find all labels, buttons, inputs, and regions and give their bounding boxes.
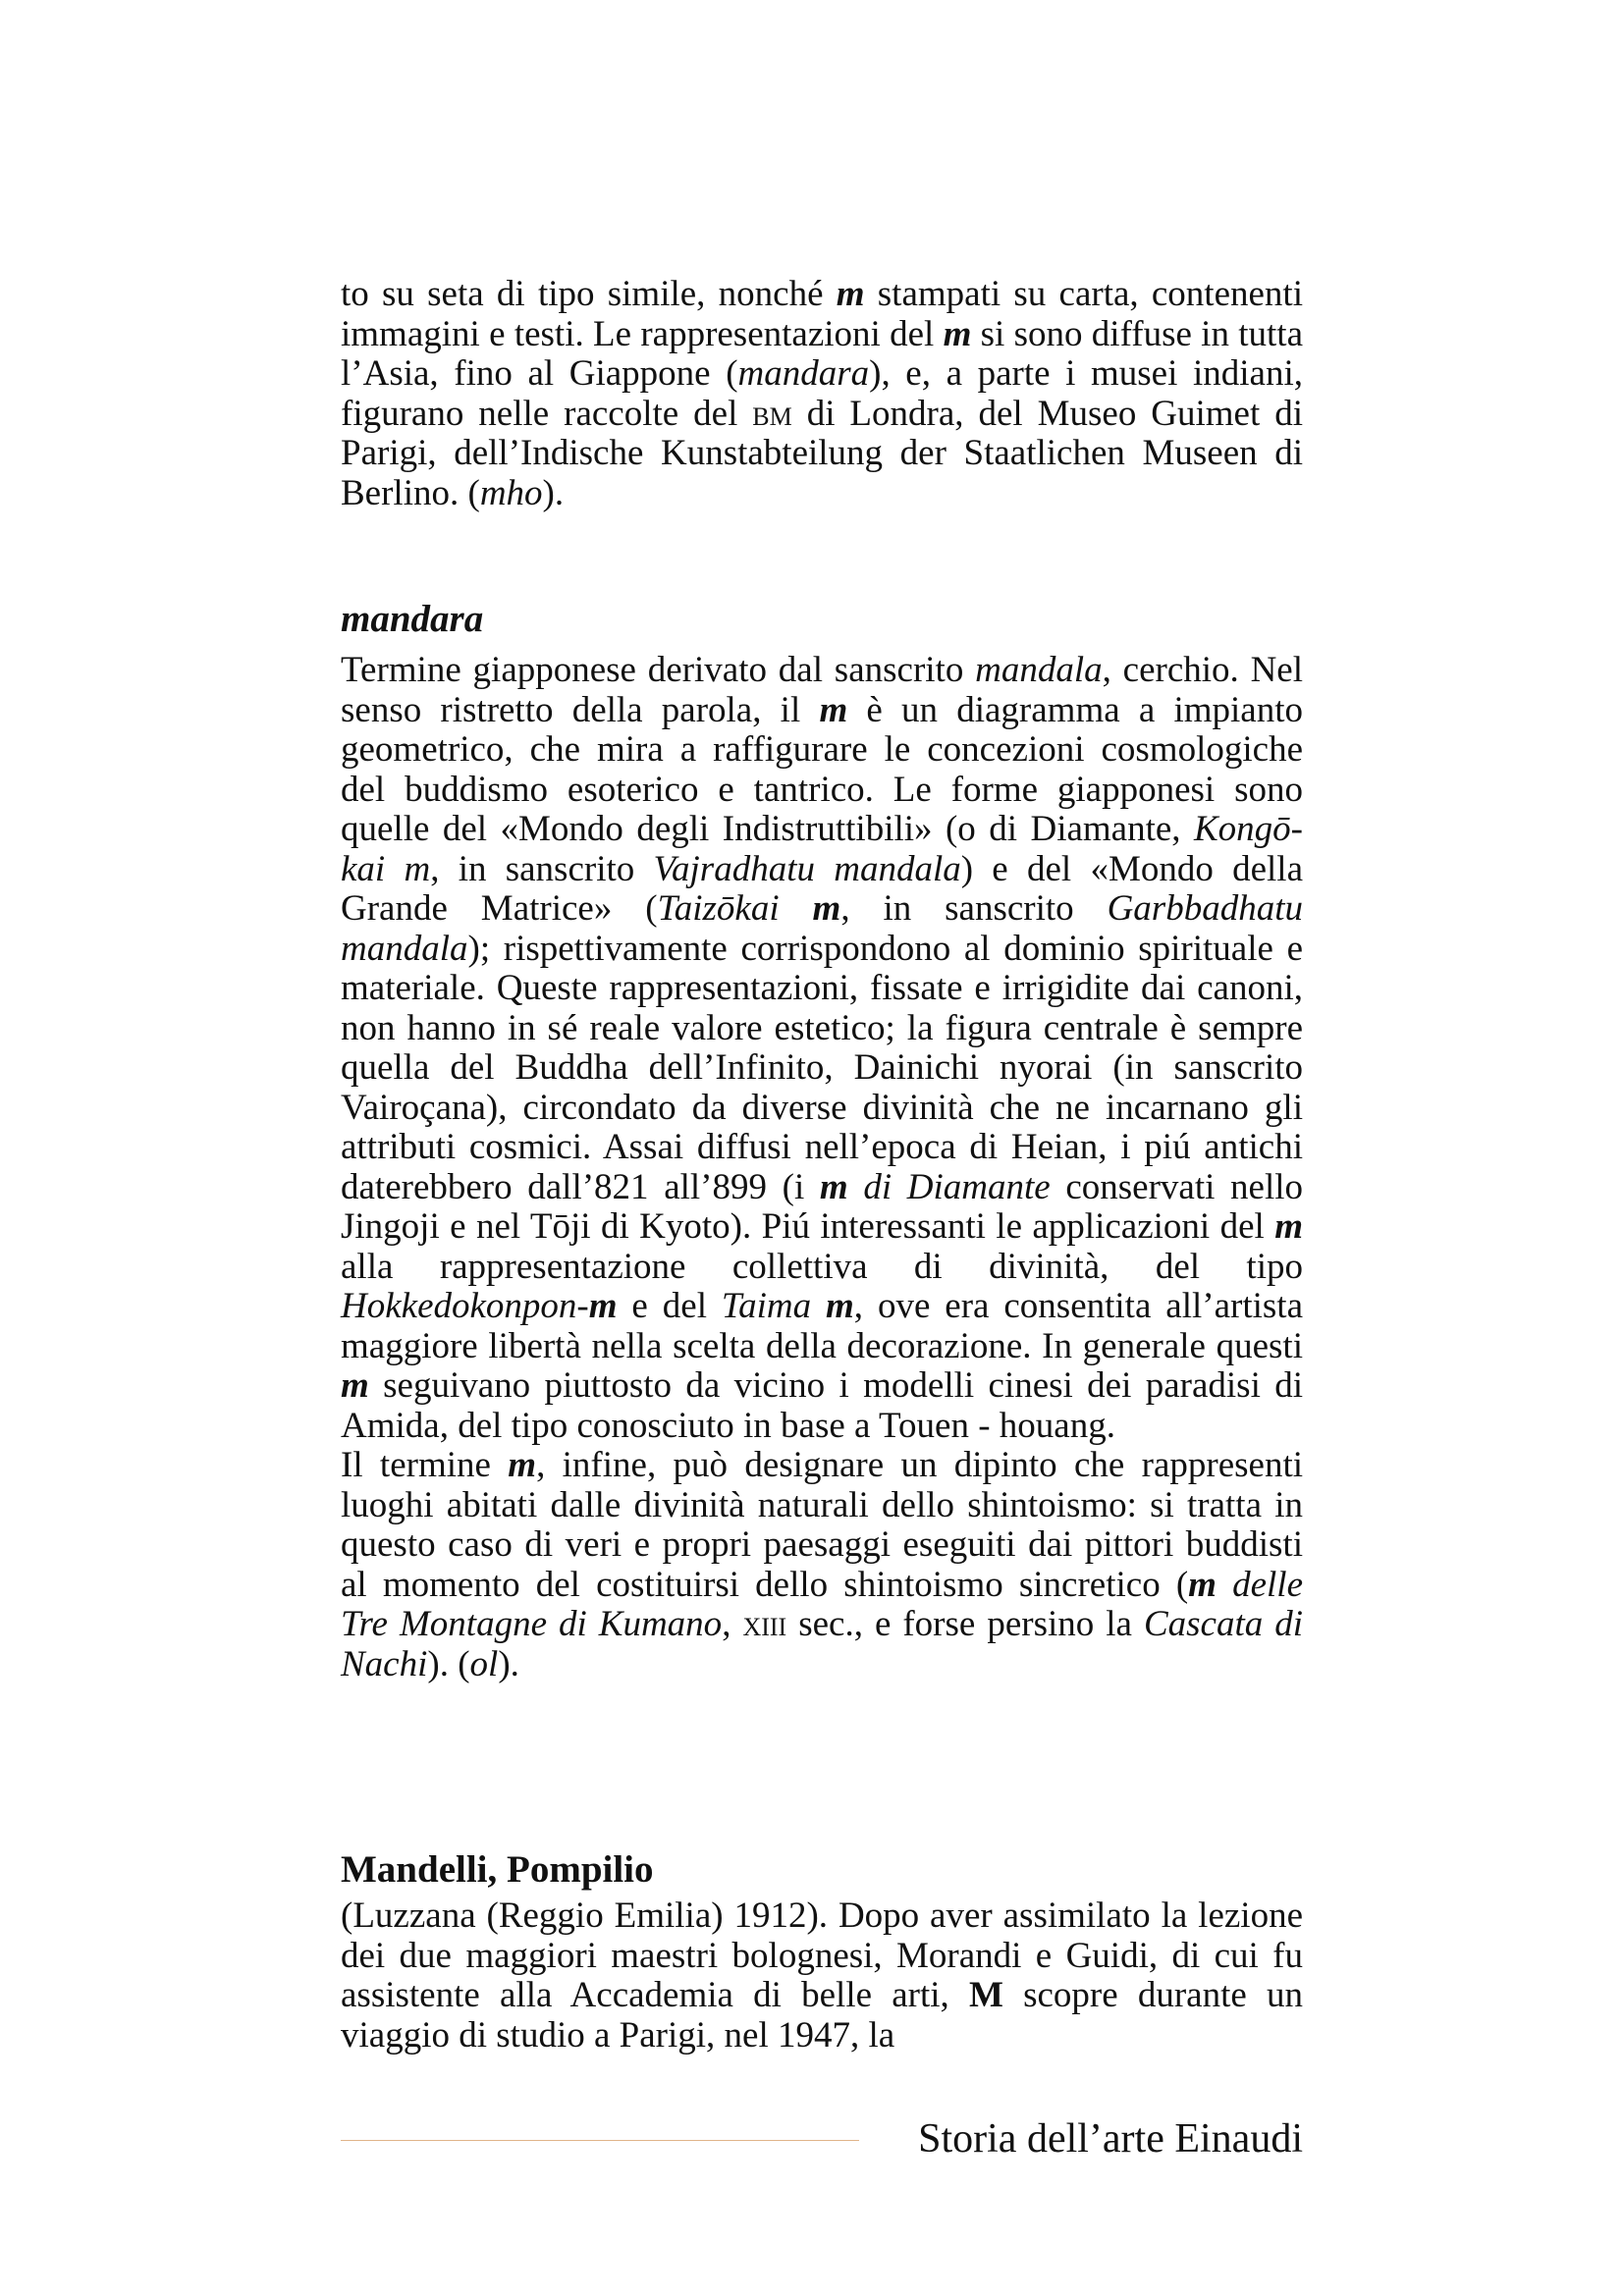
italic-term: Hokkedokonpon- [341, 1286, 589, 1326]
text-run: ). [498, 1643, 519, 1684]
italic-term: Taizōkai [657, 888, 813, 929]
text-run: seguivano piuttosto da vicino i modelli cinesi dei paradisi di Amida, del tipo conosciuto in base a Touen - houang. [341, 1365, 1303, 1446]
author-initials: mho [479, 472, 543, 513]
text-run: e del [617, 1286, 722, 1326]
abbrev-m: M [968, 1975, 1003, 2015]
small-caps-abbrev: bm [752, 393, 792, 434]
century-numeral: xiii [742, 1604, 787, 1644]
text-run: ) e del «Mondo della Grande Matrice» ( [341, 848, 1303, 929]
text-run: , in sanscrito [430, 848, 654, 889]
italic-term: Kongō-kai m [341, 809, 1303, 889]
text-run: , cerchio. Nel senso ristretto della parola, il [341, 650, 1304, 730]
text-run: , ove era consentita all’artista maggiore libertà nella scelta della decorazione. In generale questi [341, 1286, 1303, 1366]
text-run: conservati nello Jingoji e nel Tōji di Kyoto). Piú interessanti le applicazioni del [341, 1166, 1304, 1247]
italic-term: di Diamante [847, 1166, 1051, 1207]
text-run: (Luzzana (Reggio Emilia) 1912). Dopo aver assimilato la lezione dei due maggiori maestri bolognesi, Morandi e Guidi, di cui fu assistente alla Accademia di belle arti, [341, 1896, 1303, 2015]
abbrev-m: m [836, 274, 865, 314]
text-run: Termine giapponese derivato dal sanscrito [341, 650, 976, 690]
entry-prev-continuation [341, 275, 1303, 513]
abbrev-m: m [1274, 1206, 1303, 1247]
footer-rule [341, 2140, 859, 2141]
entry-mandara-paragraph-2 [341, 1446, 1303, 1684]
italic-term: delle Tre Montagne di Kumano [341, 1564, 1304, 1644]
entry-heading-mandelli: Mandelli, Pompilio [341, 1848, 654, 1891]
entry-mandelli-paragraph [341, 1896, 1303, 2056]
text-run: alla rappresentazione collettiva di divinità, del tipo [341, 1246, 1303, 1287]
italic-term: mandara [737, 353, 870, 394]
abbrev-m: m [819, 689, 848, 730]
abbrev-m: m [341, 1365, 369, 1406]
abbrev-m: m [943, 313, 972, 354]
text-run: stampati su carta, contenenti immagini e testi. Le rappresentazioni del [341, 274, 1303, 354]
abbrev-m: m [812, 888, 841, 929]
text-run: ). ( [427, 1643, 470, 1684]
text-run: , [722, 1604, 743, 1644]
text-run: to su seta di tipo simile, nonché [341, 274, 837, 314]
abbrev-m: m [819, 1166, 848, 1207]
abbrev-m: m [1188, 1564, 1217, 1605]
entry-mandara-body [341, 651, 1303, 1684]
text-run: , in sanscrito [840, 888, 1108, 929]
italic-term: Cascata di Nachi [341, 1604, 1304, 1684]
abbrev-m: m [826, 1286, 854, 1326]
entry-prev-paragraph [341, 275, 1303, 513]
text-run: , infine, può designare un dipinto che rappresenti luoghi abitati dalle divinità naturali dello shintoismo: si tratta in questo caso di veri e propri paesaggi eseguiti dai pittori buddisti al momento del costituirsi dello shintoismo sincretico ( [341, 1445, 1304, 1605]
italic-term: Vajradhatu mandala [653, 848, 961, 889]
footer-title: Storia dell’arte Einaudi [918, 2116, 1303, 2162]
text-run: scopre durante un viaggio di studio a Parigi, nel 1947, la [341, 1975, 1304, 2056]
abbrev-m: m [508, 1445, 537, 1485]
text-run: ). [542, 472, 565, 513]
italic-term: Taima [721, 1286, 826, 1326]
text-run: sec., e forse persino la [786, 1604, 1144, 1644]
text-run: si sono diffuse in tutta l’Asia, fino al Giappone ( [341, 313, 1303, 394]
entry-mandelli-body [341, 1896, 1303, 2056]
author-initials: ol [469, 1643, 499, 1684]
text-run: Il termine [341, 1445, 509, 1485]
text-run: è un diagramma a impianto geometrico, che mira a raffigurare le concezioni cosmologiche del buddismo esoterico e tantrico. Le forme giapponesi sono quelle del «Mondo degli Indistruttibili» (o di Diamante, [341, 689, 1303, 849]
text-run: di Londra, del Museo Guimet di Parigi, dell’Indische Kunstabteilung der Staatlichen Museen di Berlino. ( [341, 393, 1303, 513]
abbrev-m: m [588, 1286, 618, 1326]
text-run: ), e, a parte i musei indiani, figurano nelle raccolte del [341, 353, 1303, 434]
text-run: ); rispettivamente corrispondono al dominio spirituale e materiale. Queste rappresentazioni, fissate e irrigidite dai canoni, non hanno in sé reale valore estetico; la figura centrale è sempre quella del Buddha dell’Infinito, Dainichi nyorai (in sanscrito Vairoçana), circondato da diverse divinità che ne incarnano gli attributi cosmici. Assai diffusi nell’epoca di Heian, i piú antichi daterebbero dall’821 all’899 (i [341, 928, 1303, 1207]
entry-heading-mandara: mandara [341, 598, 484, 640]
italic-term: mandala [975, 650, 1103, 690]
italic-term: Garbbadhatu mandala [341, 888, 1303, 969]
entry-mandara-paragraph-1 [341, 651, 1303, 1446]
